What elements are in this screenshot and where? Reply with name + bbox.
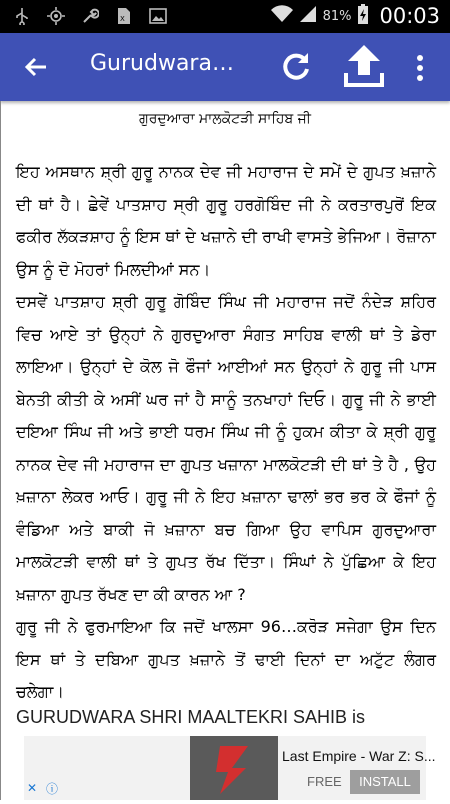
battery-icon [357, 4, 369, 28]
paragraph: ਦਸਵੇਂ ਪਾਤਸ਼ਾਹ ਸ਼੍ਰੀ ਗੁਰੂ ਗੋਬਿੰਦ ਸਿੰਘ ਜੀ ਮਹਾਰਾਜ ਜਦੋਂ ਨੰਦੇੜ ਸ਼ਹਿਰ ਵਿਚ ਆਏ ਤਾਂ ਉਨ੍ਹਾਂ ਨੇ ਗੁਰਦੁਆਰਾ ਸੰਗਤ ਸਾਹਿਬ ਵਾਲੀ ਥਾਂ ਤੇ ਡੇਰਾ ਲਾਇਆ। ਉਨ੍ਹਾਂ ਦੇ ਕੋਲ ਜੋ ਫੌਜਾਂ ਆਈਆਂ ਸਨ ਉਨ੍ਹਾਂ ਨੇ ਗੁਰੂ ਜੀ ਪਾਸ ਬੇਨਤੀ ਕੀਤੀ ਕੇ ਅਸੀਂ ਘਰ ਜਾਂ ਹੈ ਸਾਨੂੰ ਤਨਖਾਹਾਂ ਦਿਓ। ਗੁਰੂ ਜੀ ਨੇ ਭਾਈ ਦਇਆ ਸਿੰਘ ਜੀ ਅਤੇ ਭਾਈ ਧਰਮ ਸਿੰਘ ਜੀ ਨੂੰ ਹੁਕਮ ਕੀਤਾ ਕੇ ਸ਼੍ਰੀ ਗੁਰੂ ਨਾਨਕ ਦੇਵ ਜੀ ਮਹਾਰਾਜ ਦਾ ਗੁਪਤ ਖਜ਼ਾਨਾ ਮਾਲਕੋਟੜੀ ਦੀ ਥਾਂ ਤੇ ਹੈ , ਉਹ ਖ਼ਜ਼ਾਨਾ ਲੇਕਰ ਆਓ। ਗੁਰੂ ਜੀ ਨੇ ਇਹ ਖ਼ਜ਼ਾਨਾ ਢਾਲਾਂ ਭਰ ਭਰ ਕੇ ਫੌਜਾਂ ਨੂੰ ਵੰਡਿਆ ਅਤੇ ਬਾਕੀ ਜੋ ਖ਼ਜ਼ਾਨਾ ਬਚ ਗਿਆ ਉਹ ਵਾਪਿਸ ਗੁਰਦੁਆਰਾ ਮਾਲਕੋਟੜੀ ਵਾਲੀ ਥਾਂ ਤੇ ਗੁਪਤ ਰੱਖ ਦਿੱਤਾ। ਸਿੰਘਾਂ ਨੇ ਪੁੱਛਿਆ ਕੇ ਇਹ ਖ਼ਜ਼ਾਨਾ ਗੁਪਤ ਰੱਖਣ ਦਾ ਕੀ ਕਾਰਨ ਆ ? [16, 292, 436, 604]
ad-banner[interactable] [24, 736, 436, 800]
sim-icon [114, 6, 134, 26]
ad-install-button[interactable]: INSTALL [350, 770, 420, 794]
refresh-icon [278, 49, 314, 85]
share-upload-button[interactable] [342, 41, 386, 91]
english-heading: GURUDWARA SHRI MAALTEKRI SAHIB is [16, 707, 366, 727]
info-icon[interactable]: ⓘ [45, 781, 58, 796]
ad-choices[interactable] [24, 780, 60, 796]
content-border [0, 101, 1, 800]
paragraph: ਇਹ ਅਸਥਾਨ ਸ਼੍ਰੀ ਗੁਰੂ ਨਾਨਕ ਦੇਵ ਜੀ ਮਹਾਰਾਜ ਦੇ ਸਮੇਂ ਦੇ ਗੁਪਤ ਖ਼ਜ਼ਾਨੇ ਦੀ ਥਾਂ ਹੈ। ਛੇਵੇਂ ਪਾਤਸ਼ਾਹ ਸ੍ਰੀ ਗੁਰੂ ਹਰਗੋਬਿੰਦ ਜੀ ਨੇ ਕਰਤਾਰਪੁਰੋਂ ਇਕ ਫਕੀਰ ਲੱਕੜਸ਼ਾਹ ਨੂੰ ਇਸ ਥਾਂ ਦੇ ਖਜ਼ਾਨੇ ਦੀ ਰਾਖੀ ਵਾਸਤੇ ਭੇਜਿਆ। ਰੋਜ਼ਾਨਾ ਉਸ ਨੂੰ ਦੋ ਮੋਹਰਾਂ ਮਿਲਦੀਆਂ ਸਨ। [16, 162, 436, 279]
signal-icon [299, 5, 317, 27]
usb-icon [12, 6, 32, 26]
battery-percent: 81% [322, 8, 352, 24]
article-body [16, 156, 436, 709]
upload-icon [342, 41, 386, 91]
clock: 00:03 [379, 4, 440, 28]
ad-title[interactable]: Last Empire - War Z: S... [282, 748, 436, 764]
wrench-icon [80, 6, 100, 26]
svg-text:X: X [120, 15, 125, 23]
close-icon[interactable]: ✕ [26, 781, 38, 795]
refresh-button[interactable] [278, 49, 314, 85]
status-bar [0, 0, 450, 33]
more-vert-icon [410, 51, 430, 85]
ad-game-thumbnail[interactable] [190, 736, 278, 800]
back-button[interactable] [20, 51, 52, 83]
gps-icon [46, 6, 66, 26]
article-heading: ਗੁਰਦੁਆਰਾ ਮਾਲਕੋਟੜੀ ਸਾਹਿਬ ਜੀ [138, 111, 312, 127]
wifi-icon [271, 5, 293, 27]
image-icon [148, 6, 168, 26]
app-bar [0, 33, 450, 101]
ad-price-label: FREE [307, 774, 342, 789]
arrow-back-icon [20, 51, 52, 83]
page-title: Gurudwara… [90, 51, 234, 76]
overflow-menu-button[interactable] [410, 51, 430, 85]
article-content[interactable] [0, 101, 450, 800]
paragraph: ਗੁਰੂ ਜੀ ਨੇ ਫੁਰਮਾਇਆ ਕਿ ਜਦੋਂ ਖਾਲਸਾ 96…ਕਰੋੜ ਸਜੇਗਾ ਉਸ ਦਿਨ ਇਸ ਥਾਂ ਤੇ ਦਬਿਆ ਗੁਪਤ ਖ਼ਜ਼ਾਨੇ ਤੋਂ ਢਾਈ ਦਿਨਾਂ ਦਾ ਅਟੁੱਟ ਲੰਗਰ ਚਲੇਗਾ। [16, 617, 436, 701]
